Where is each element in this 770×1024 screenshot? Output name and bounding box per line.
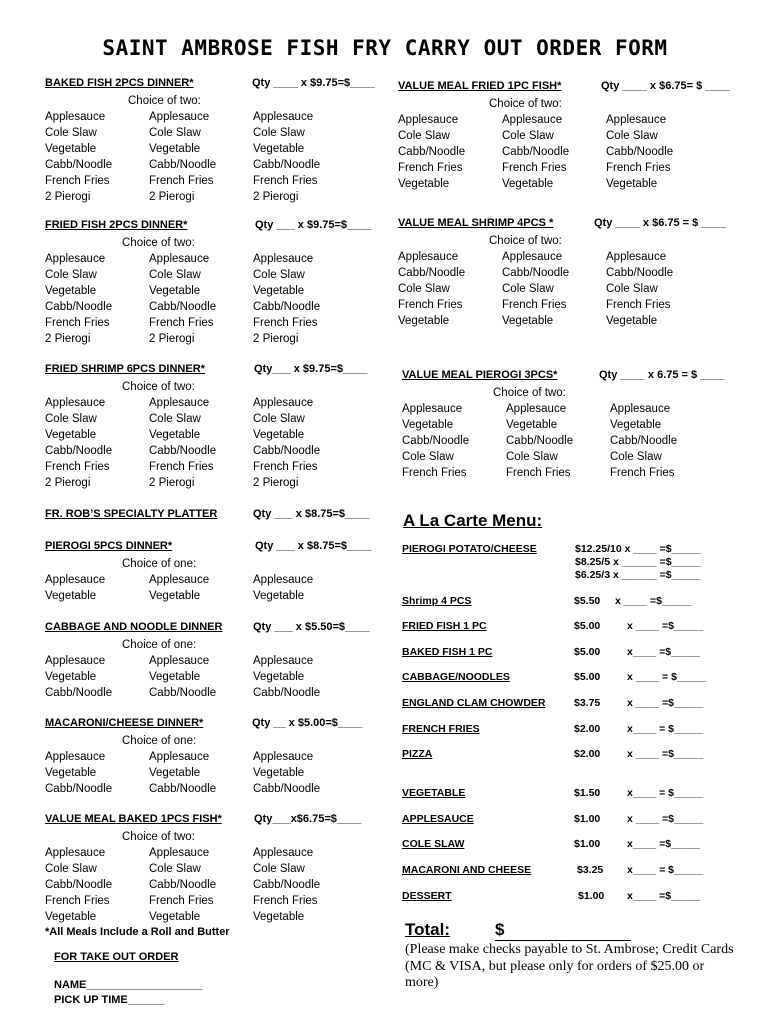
option[interactable]: Cole Slaw: [398, 283, 450, 295]
item-qty[interactable]: x ____ =$_____: [627, 813, 704, 825]
option[interactable]: Applesauce: [253, 655, 314, 667]
option[interactable]: Cabb/Noodle: [506, 435, 574, 447]
item-price: $5.50: [574, 595, 601, 607]
option[interactable]: Vegetable: [253, 143, 305, 155]
option[interactable]: Cabb/Noodle: [45, 783, 113, 795]
option[interactable]: Applesauce: [45, 397, 106, 409]
choice-label: Choice of two:: [493, 387, 566, 399]
option[interactable]: Cabb/Noodle: [45, 301, 113, 313]
option[interactable]: Cole Slaw: [253, 269, 305, 281]
dinner-fried-shrimp-6pcs: [45, 363, 390, 491]
option[interactable]: Cabb/Noodle: [253, 159, 321, 171]
value-meal-baked-1pc: [45, 813, 390, 925]
item-name: CABBAGE/NOODLES: [402, 671, 510, 683]
option[interactable]: French Fries: [45, 461, 110, 473]
option[interactable]: French Fries: [502, 299, 567, 311]
option[interactable]: Cole Slaw: [606, 283, 658, 295]
option[interactable]: Cole Slaw: [502, 130, 554, 142]
option[interactable]: Vegetable: [253, 911, 305, 923]
dinner-name: MACARONI/CHEESE DINNER*: [45, 717, 204, 729]
option[interactable]: French Fries: [45, 895, 110, 907]
dinner-cabbage-noodle: [45, 621, 390, 701]
option[interactable]: 2 Pierogi: [149, 333, 195, 345]
option[interactable]: Vegetable: [149, 671, 201, 683]
option[interactable]: Vegetable: [149, 285, 201, 297]
option[interactable]: Cole Slaw: [398, 130, 450, 142]
qty-field[interactable]: Qty ____ x $6.75= $ ____: [601, 80, 730, 92]
option[interactable]: Cabb/Noodle: [398, 146, 466, 158]
qty-field[interactable]: Qty___ x $9.75=$____: [254, 363, 368, 375]
option[interactable]: French Fries: [253, 175, 318, 187]
item-name: FRENCH FRIES: [402, 723, 480, 735]
option[interactable]: Vegetable: [45, 590, 97, 602]
option[interactable]: Cabb/Noodle: [610, 435, 678, 447]
option[interactable]: Cabb/Noodle: [253, 783, 321, 795]
option[interactable]: Vegetable: [402, 419, 454, 431]
option[interactable]: Cole Slaw: [45, 269, 97, 281]
dinner-name: VALUE MEAL BAKED 1PCS FISH*: [45, 813, 222, 825]
option[interactable]: French Fries: [45, 175, 110, 187]
item-qty[interactable]: x____ = $_____: [627, 864, 704, 876]
option[interactable]: Applesauce: [45, 847, 106, 859]
option[interactable]: 2 Pierogi: [45, 191, 91, 203]
option[interactable]: French Fries: [253, 317, 318, 329]
item-qty[interactable]: x____ =$_____: [627, 890, 701, 902]
option[interactable]: Vegetable: [149, 143, 201, 155]
option[interactable]: French Fries: [502, 162, 567, 174]
choice-label: Choice of two:: [128, 95, 201, 107]
option[interactable]: Cole Slaw: [149, 413, 201, 425]
option[interactable]: Applesauce: [149, 574, 210, 586]
specialty-platter: [45, 508, 390, 524]
item-price: $3.25: [577, 864, 604, 876]
option[interactable]: Cole Slaw: [506, 451, 558, 463]
option[interactable]: Applesauce: [502, 251, 563, 263]
option[interactable]: Cabb/Noodle: [149, 687, 217, 699]
item-name: COLE SLAW: [402, 838, 465, 850]
option[interactable]: French Fries: [149, 175, 214, 187]
option[interactable]: French Fries: [398, 299, 463, 311]
item-name: MACARONI AND CHEESE: [402, 864, 532, 876]
option[interactable]: French Fries: [506, 467, 571, 479]
option[interactable]: Cabb/Noodle: [149, 879, 217, 891]
option[interactable]: Cole Slaw: [606, 130, 658, 142]
dinner-name: VALUE MEAL SHRIMP 4PCS *: [398, 217, 554, 229]
option[interactable]: Cole Slaw: [45, 413, 97, 425]
item-price: $1.00: [574, 813, 601, 825]
item-price: $5.00: [574, 646, 601, 658]
option[interactable]: Vegetable: [149, 590, 201, 602]
dinner-name: VALUE MEAL PIEROGI 3PCS*: [402, 369, 558, 381]
dinner-pierogi-5pcs: [45, 540, 390, 604]
dinner-name: FR. ROB’S SPECIALTY PLATTER: [45, 508, 218, 520]
payment-note: (Please make checks payable to St. Ambrose; Credit Cards (MC & VISA, but please only for orders of $25.00 or more): [405, 942, 734, 990]
option[interactable]: Cabb/Noodle: [398, 267, 466, 279]
option[interactable]: Applesauce: [402, 403, 463, 415]
value-meal-pierogi-3pcs: [402, 369, 752, 481]
item-name: BAKED FISH 1 PC: [402, 646, 493, 658]
option[interactable]: Applesauce: [149, 847, 210, 859]
option[interactable]: Cole Slaw: [402, 451, 454, 463]
qty-field[interactable]: Qty ___ x $5.50=$____: [253, 621, 370, 633]
dinner-name: CABBAGE AND NOODLE DINNER: [45, 621, 223, 633]
option[interactable]: Applesauce: [606, 251, 667, 263]
option[interactable]: Applesauce: [253, 397, 314, 409]
option[interactable]: French Fries: [253, 461, 318, 473]
name-field[interactable]: NAME___________________: [54, 979, 203, 991]
item-qty[interactable]: x____ =$_____: [627, 838, 701, 850]
option[interactable]: Cole Slaw: [149, 269, 201, 281]
choice-label: Choice of two:: [122, 381, 195, 393]
option[interactable]: Applesauce: [506, 403, 567, 415]
qty-field[interactable]: Qty ___ x $9.75=$____: [255, 219, 372, 231]
option[interactable]: Vegetable: [502, 178, 554, 190]
option[interactable]: Applesauce: [253, 574, 314, 586]
item-price: $2.00: [574, 748, 601, 760]
option[interactable]: Applesauce: [149, 111, 210, 123]
item-qty[interactable]: x ____ =$_____: [627, 748, 704, 760]
qty-field[interactable]: Qty ___ x $8.75=$____: [253, 508, 370, 520]
option[interactable]: Cabb/Noodle: [45, 445, 113, 457]
option[interactable]: French Fries: [149, 895, 214, 907]
item-name: PIZZA: [402, 748, 433, 760]
option[interactable]: Vegetable: [610, 419, 662, 431]
item-price: $5.00: [574, 620, 601, 632]
option[interactable]: Cabb/Noodle: [253, 301, 321, 313]
item-qty[interactable]: x____ = $_____: [627, 723, 704, 735]
option[interactable]: Vegetable: [253, 671, 305, 683]
choice-label: Choice of one:: [122, 639, 197, 651]
option[interactable]: Applesauce: [149, 253, 210, 265]
option[interactable]: French Fries: [45, 317, 110, 329]
dinner-macaroni-cheese: [45, 717, 390, 797]
option[interactable]: Vegetable: [45, 767, 97, 779]
option[interactable]: French Fries: [610, 467, 675, 479]
option[interactable]: Vegetable: [253, 767, 305, 779]
option[interactable]: Cole Slaw: [610, 451, 662, 463]
qty-field[interactable]: Qty ____ x $6.75 = $ ____: [594, 217, 726, 229]
option[interactable]: Applesauce: [45, 253, 106, 265]
item-name: VEGETABLE: [402, 787, 466, 799]
option[interactable]: Cabb/Noodle: [45, 159, 113, 171]
takeout-header: FOR TAKE OUT ORDER: [54, 951, 179, 963]
item-price: $3.75: [574, 697, 601, 709]
choice-label: Choice of two:: [122, 831, 195, 843]
option[interactable]: Cabb/Noodle: [45, 687, 113, 699]
option[interactable]: Vegetable: [606, 178, 658, 190]
option[interactable]: 2 Pierogi: [149, 477, 195, 489]
option[interactable]: Applesauce: [45, 111, 106, 123]
option[interactable]: Vegetable: [253, 590, 305, 602]
value-meal-fried-1pc: [398, 80, 748, 192]
item-price: $1.00: [578, 890, 605, 902]
option[interactable]: Vegetable: [45, 429, 97, 441]
option[interactable]: Cole Slaw: [45, 863, 97, 875]
option[interactable]: Applesauce: [149, 655, 210, 667]
option[interactable]: Vegetable: [149, 911, 201, 923]
qty-field[interactable]: Qty ____ x 6.75 = $ ____: [599, 369, 725, 381]
option[interactable]: Cabb/Noodle: [502, 146, 570, 158]
option[interactable]: Vegetable: [606, 315, 658, 327]
form-title: SAINT AMBROSE FISH FRY CARRY OUT ORDER FORM: [102, 36, 668, 60]
option[interactable]: Applesauce: [45, 751, 106, 763]
option[interactable]: French Fries: [606, 299, 671, 311]
option[interactable]: Applesauce: [253, 847, 314, 859]
item-name: FRIED FISH 1 PC: [402, 620, 487, 632]
item-qty[interactable]: x ____ = $_____: [627, 671, 707, 683]
option[interactable]: Cabb/Noodle: [253, 445, 321, 457]
dinner-name: FRIED SHRIMP 6PCS DINNER*: [45, 363, 205, 375]
option[interactable]: Applesauce: [149, 397, 210, 409]
qty-field[interactable]: Qty ____ x $9.75=$____: [252, 77, 375, 89]
dinner-name: VALUE MEAL FRIED 1PC FISH*: [398, 80, 562, 92]
option[interactable]: Vegetable: [506, 419, 558, 431]
option[interactable]: 2 Pierogi: [253, 191, 299, 203]
option[interactable]: Cole Slaw: [502, 283, 554, 295]
item-price: $5.00: [574, 671, 601, 683]
choice-label: Choice of one:: [122, 735, 197, 747]
pickup-time-field[interactable]: PICK UP TIME______: [54, 994, 165, 1006]
option[interactable]: Applesauce: [398, 114, 459, 126]
option[interactable]: 2 Pierogi: [45, 333, 91, 345]
option[interactable]: Applesauce: [502, 114, 563, 126]
dinner-name: BAKED FISH 2PCS DINNER*: [45, 77, 194, 89]
item-name: Shrimp 4 PCS: [402, 595, 472, 607]
option[interactable]: Cabb/Noodle: [606, 146, 674, 158]
option[interactable]: Vegetable: [149, 767, 201, 779]
option[interactable]: French Fries: [149, 461, 214, 473]
item-price: $1.50: [574, 787, 601, 799]
option[interactable]: Cole Slaw: [253, 863, 305, 875]
choice-label: Choice of two:: [489, 98, 562, 110]
qty-field[interactable]: Qty___x$6.75=$____: [254, 813, 362, 825]
option[interactable]: Cabb/Noodle: [253, 687, 321, 699]
item-price: $2.00: [574, 723, 601, 735]
item-qty[interactable]: x ____ =$_____: [615, 595, 692, 607]
item-qty[interactable]: x____ = $_____: [627, 787, 704, 799]
option[interactable]: French Fries: [402, 467, 467, 479]
option[interactable]: Applesauce: [610, 403, 671, 415]
option[interactable]: Cole Slaw: [149, 127, 201, 139]
option[interactable]: Cabb/Noodle: [149, 301, 217, 313]
option[interactable]: Cabb/Noodle: [45, 879, 113, 891]
option[interactable]: Vegetable: [253, 429, 305, 441]
item-qty[interactable]: x____ =$_____: [627, 646, 701, 658]
option[interactable]: 2 Pierogi: [45, 477, 91, 489]
dinner-baked-fish-2pcs: [45, 77, 390, 205]
item-name: DESSERT: [402, 890, 452, 902]
option[interactable]: Cabb/Noodle: [149, 445, 217, 457]
option[interactable]: French Fries: [398, 162, 463, 174]
item-price: $1.00: [574, 838, 601, 850]
option[interactable]: Applesauce: [149, 751, 210, 763]
qty-field[interactable]: Qty __ x $5.00=$____: [252, 717, 363, 729]
option[interactable]: French Fries: [606, 162, 671, 174]
option[interactable]: Cabb/Noodle: [253, 879, 321, 891]
option[interactable]: Vegetable: [149, 429, 201, 441]
total-label: Total:: [405, 920, 451, 939]
item-price[interactable]: $12.25/10 x ____ =$_____: [575, 543, 701, 555]
option[interactable]: Vegetable: [253, 285, 305, 297]
option[interactable]: Vegetable: [502, 315, 554, 327]
item-qty[interactable]: x ____ =$_____: [627, 697, 704, 709]
item-qty[interactable]: x ____ =$_____: [627, 620, 704, 632]
qty-field[interactable]: Qty ___ x $8.75=$____: [255, 540, 372, 552]
option[interactable]: Cabb/Noodle: [149, 159, 217, 171]
footnote: *All Meals Include a Roll and Butter: [45, 926, 230, 938]
option[interactable]: Cabb/Noodle: [149, 783, 217, 795]
option[interactable]: Applesauce: [606, 114, 667, 126]
option[interactable]: Vegetable: [45, 671, 97, 683]
option[interactable]: Applesauce: [253, 751, 314, 763]
choice-label: Choice of two:: [122, 237, 195, 249]
option[interactable]: French Fries: [149, 317, 214, 329]
item-name: ENGLAND CLAM CHOWDER: [402, 697, 546, 709]
choice-label: Choice of one:: [122, 558, 197, 570]
item-price[interactable]: $8.25/5 x ______ =$_____: [575, 556, 701, 568]
option[interactable]: Cabb/Noodle: [502, 267, 570, 279]
total-field[interactable]: $: [495, 920, 631, 941]
option[interactable]: Cole Slaw: [253, 413, 305, 425]
option[interactable]: Applesauce: [253, 253, 314, 265]
option[interactable]: Cabb/Noodle: [606, 267, 674, 279]
item-name: APPLESAUCE: [402, 813, 474, 825]
option[interactable]: Cole Slaw: [45, 127, 97, 139]
option[interactable]: Applesauce: [45, 655, 106, 667]
option[interactable]: Vegetable: [45, 143, 97, 155]
item-price[interactable]: $6.25/3 x ______ =$_____: [575, 569, 701, 581]
option[interactable]: Applesauce: [45, 574, 106, 586]
dinner-name: PIEROGI 5PCS DINNER*: [45, 540, 173, 552]
option[interactable]: Vegetable: [398, 315, 450, 327]
dinner-name: FRIED FISH 2PCS DINNER*: [45, 219, 188, 231]
option[interactable]: Applesauce: [398, 251, 459, 263]
option[interactable]: Applesauce: [253, 111, 314, 123]
option[interactable]: Vegetable: [45, 285, 97, 297]
option[interactable]: Cabb/Noodle: [402, 435, 470, 447]
option[interactable]: French Fries: [253, 895, 318, 907]
option[interactable]: Cole Slaw: [149, 863, 201, 875]
choice-label: Choice of two:: [489, 235, 562, 247]
option[interactable]: Cole Slaw: [253, 127, 305, 139]
option[interactable]: Vegetable: [45, 911, 97, 923]
a-la-carte-title: A La Carte Menu:: [403, 511, 543, 530]
option[interactable]: Vegetable: [398, 178, 450, 190]
option[interactable]: 2 Pierogi: [253, 333, 299, 345]
dinner-fried-fish-2pcs: [45, 219, 390, 347]
value-meal-shrimp-4pcs: [398, 217, 748, 329]
option[interactable]: 2 Pierogi: [253, 477, 299, 489]
item-name: PIEROGI POTATO/CHEESE: [402, 543, 537, 555]
option[interactable]: 2 Pierogi: [149, 191, 195, 203]
